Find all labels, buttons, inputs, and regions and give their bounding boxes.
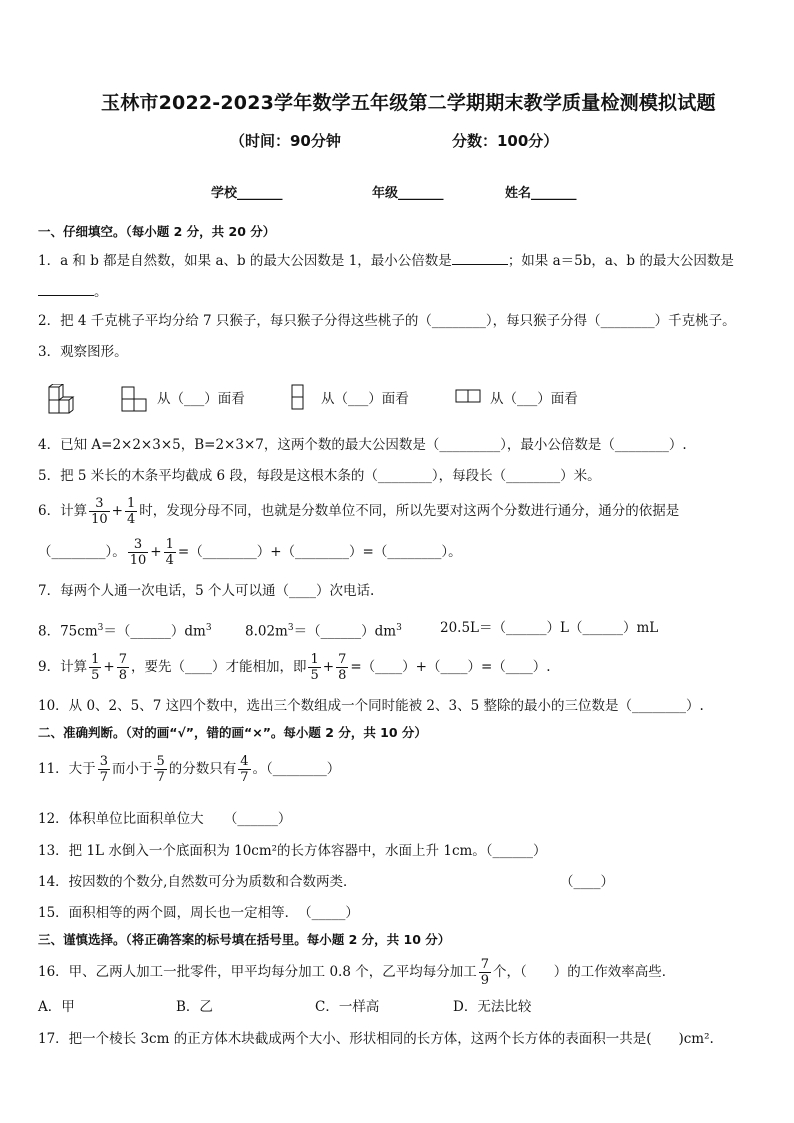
q8-exp-3: 3 [287,623,294,633]
q1-blank-1 [452,249,508,265]
view-label-2: 从（___）面看 [321,391,409,407]
q11-text-a: 11．大于 [38,761,96,777]
q16-option-d: D．无法比较 [453,999,532,1015]
section-1-heading: 一、仔细填空。（每小题 2 分，共 20 分） [38,224,276,239]
q6-plus-2: + [150,544,162,560]
q16-text-b: 个，（ ）的工作效率高些． [493,964,676,980]
q9-fraction-1: $\frac{1}{5}$ [91,652,100,683]
question-5: 5．把 5 米长的木条平均截成 6 段，每段是这根木条的（________），每段长（________）米。 [38,468,601,484]
q9-fraction-3: $\frac{1}{5}$ [310,652,319,683]
q8-exp-1: 3 [97,623,104,633]
q6-fraction-4: $\frac{1}{4}$ [165,537,174,568]
question-6-cont [38,537,462,568]
q6-fraction-1: $\frac{3}{10}$ [91,496,108,527]
question-6 [38,496,679,527]
q16-option-c: C．一样高 [315,999,380,1015]
question-17: 17．把一个棱长 3cm 的正方体木块截成两个大小、形状相同的长方体，这两个长方体的表面积一共是( )cm². [38,1031,714,1047]
q9-plus: + [103,659,115,675]
section-2-heading: 二、准确判断。（对的画“√”，错的画“×”。每小题 2 分，共 10 分） [38,725,427,740]
q16-text-a: 16．甲、乙两人加工一批零件，甲平均每分加工 0.8 个，乙平均每分加工 [38,964,477,980]
question-11 [38,754,340,785]
q1-text-c: 。 [94,284,108,300]
q11-text-d: 。（________） [252,761,341,777]
question-3: 3．观察图形。 [38,344,128,360]
exam-score: 分数：100分） [452,132,559,150]
q6-text-a: 6．计算 [38,503,88,519]
view-figure-3 [455,389,483,403]
question-13: 13．把 1L 水倒入一个底面积为 10cm²的长方体容器中，水面上升 1cm。（______） [38,843,547,859]
question-1-cont [38,280,108,302]
question-8-c: 20.5L＝（______）L（______）mL [440,620,659,636]
q8-part-b2: ＝（______）dm [293,623,397,640]
section-3-heading: 三、谨慎选择。（将正确答案的标号填在括号里。每小题 2 分，共 10 分） [38,932,451,947]
q11-fraction-2: $\frac{5}{7}$ [156,754,165,785]
question-7: 7．每两个人通一次电话，5 个人可以通（____）次电话. [38,583,375,599]
question-14: 14．按因数的个数分,自然数可分为质数和合数两类． [38,874,357,890]
name-field: 姓名_______ [505,186,577,201]
q9-plus-2: + [322,659,335,675]
exam-time: （时间：90分钟 [230,132,341,150]
q9-text-c: =（____）+（____）=（____）. [350,659,551,675]
q1-text-a: 1．a 和 b 都是自然数，如果 a、b 的最大公因数是 1，最小公倍数是 [38,253,452,269]
question-1 [38,249,734,271]
q11-text-b: 而小于 [111,761,153,777]
q1-text-b: ；如果 a＝5b，a、b 的最大公因数是 [507,253,734,269]
q9-text-b: ，要先（____）才能相加，即 [130,659,307,675]
q8-exp-2: 3 [205,623,212,633]
q6-text-d: =（________）+（________）=（________）。 [177,544,462,560]
page-title: 玉林市2022-2023学年数学五年级第二学期期末教学质量检测模拟试题 [101,92,716,114]
q11-fraction-3: $\frac{4}{7}$ [240,754,249,785]
q16-option-b: B．乙 [176,999,213,1015]
q6-fraction-2: $\frac{1}{4}$ [126,496,136,527]
view-label-3: 从（___）面看 [490,391,578,407]
view-figure-2 [291,384,305,410]
question-2: 2．把 4 千克桃子平均分给 7 只猴子，每只猴子分得这些桃子的（________），每只猴子分得（________）千克桃子。 [38,313,736,329]
q1-blank-2 [38,280,94,296]
question-16 [38,957,675,988]
q8-exp-4: 3 [396,623,402,633]
q16-option-a: A．甲 [38,999,75,1015]
question-12: 12．体积单位比面积单位大 （______） [38,811,292,827]
question-8-b [245,618,402,642]
q11-text-c: 的分数只有 [168,761,237,777]
q6-fraction-3: $\frac{3}{10}$ [129,537,147,568]
school-field: 学校_______ [211,186,283,201]
q9-text-a: 9．计算 [38,659,88,675]
q6-text-c: （________）。 [38,544,126,560]
view-label-1: 从（___）面看 [157,391,245,407]
q6-text-b: 时，发现分母不同，也就是分数单位不同，所以先要对这两个分数进行通分，通分的依据是 [139,503,680,519]
q11-fraction-1: $\frac{3}{7}$ [99,754,108,785]
q8-part-b: 8.02m [245,623,288,640]
cube-stack-figure [46,384,80,416]
q16-fraction: $\frac{7}{9}$ [480,957,490,988]
q6-plus: + [111,503,123,519]
question-10: 10．从 0、2、5、7 这四个数中，选出三个数组成一个同时能被 2、3、5 整除的最小的三位数是（________）. [38,698,704,714]
question-4: 4．已知 A=2×2×3×5，B=2×3×7，这两个数的最大公因数是（_________），最小公倍数是（________）. [38,437,687,453]
view-figure-1 [121,386,149,412]
grade-field: 年级_______ [372,186,444,201]
question-14-answer: （____） [560,874,614,890]
q9-fraction-4: $\frac{7}{8}$ [338,652,347,683]
question-8 [38,618,212,642]
q9-fraction-2: $\frac{7}{8}$ [118,652,127,683]
q8-part-a: 8．75cm [38,623,98,640]
q8-part-a2: ＝（______）dm [103,623,206,640]
question-15: 15．面积相等的两个圆，周长也一定相等． （_____） [38,905,359,921]
question-9 [38,652,551,683]
